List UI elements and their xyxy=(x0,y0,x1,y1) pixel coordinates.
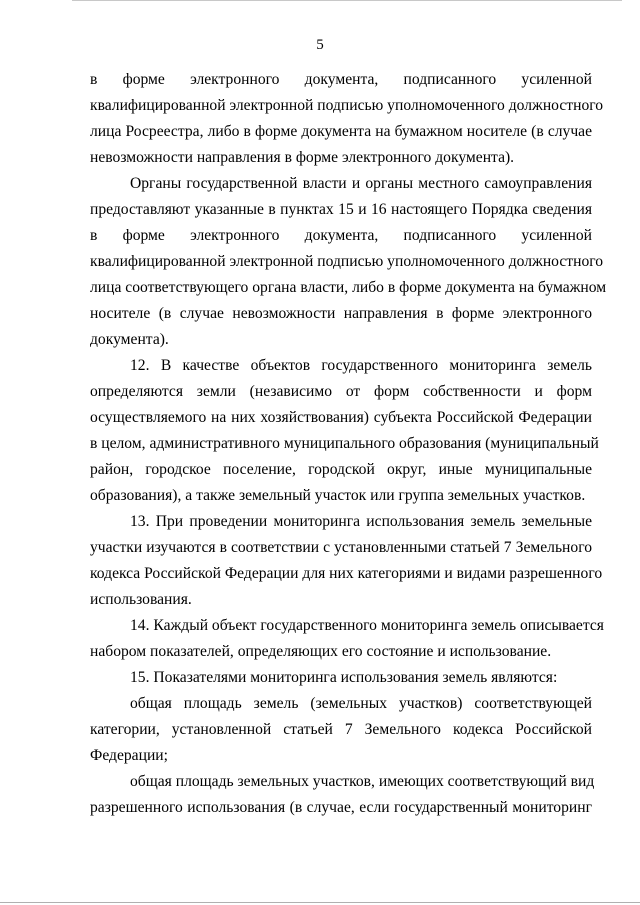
page-number: 5 xyxy=(316,37,324,53)
text-line: использования. xyxy=(90,591,192,608)
text-line: 13. При проведении мониторинга использования земель земельные xyxy=(130,513,592,530)
text-line: участки изучаются в соответствии с установленными статьей 7 Земельного xyxy=(90,539,592,556)
text-line: документа). xyxy=(90,331,169,348)
text-line: определяются земли (независимо от форм собственности и форм xyxy=(90,383,592,400)
top-rule xyxy=(72,0,622,1)
text-line: 14. Каждый объект государственного мониторинга земель описывается xyxy=(130,617,604,634)
text-line: общая площадь земель (земельных участков) соответствующей xyxy=(130,695,592,712)
text-line: образования), а также земельный участок или группа земельных участков. xyxy=(90,487,586,504)
text-line: 15. Показателями мониторинга использования земель являются: xyxy=(130,669,558,686)
text-line: в целом, административного муниципального образования (муниципальный xyxy=(90,435,599,452)
text-line: 12. В качестве объектов государственного мониторинга земель xyxy=(130,357,592,374)
text-line: Органы государственной власти и органы местного самоуправления xyxy=(130,175,592,192)
text-line: разрешенного использования (в случае, если государственный мониторинг xyxy=(90,799,592,816)
bottom-rule xyxy=(0,902,640,903)
text-line: общая площадь земельных участков, имеющих соответствующий вид xyxy=(130,773,595,790)
text-line: невозможности направления в форме электронного документа). xyxy=(90,149,515,166)
text-line: осуществляемого на них хозяйствования) субъекта Российской Федерации xyxy=(90,409,592,426)
text-line: предоставляют указанные в пунктах 15 и 16 настоящего Порядка сведения xyxy=(90,201,592,218)
text-line: квалифицированной электронной подписью уполномоченного должностного xyxy=(90,97,604,114)
text-line: лица Росреестра, либо в форме документа на бумажном носителе (в случае xyxy=(90,123,592,140)
text-line: набором показателей, определяющих его состояние и использование. xyxy=(90,643,552,660)
text-line: квалифицированной электронной подписью уполномоченного должностного xyxy=(90,253,604,270)
text-line: в форме электронного документа, подписанного усиленной xyxy=(90,227,592,244)
text-line: Федерации; xyxy=(90,747,168,764)
text-line: категории, установленной статьей 7 Земельного кодекса Российской xyxy=(90,721,592,738)
text-line: лица соответствующего органа власти, либо в форме документа на бумажном xyxy=(90,279,607,296)
text-line: носителе (в случае невозможности направления в форме электронного xyxy=(90,305,592,322)
text-line: район, городское поселение, городской округ, иные муниципальные xyxy=(90,461,592,478)
text-line: в форме электронного документа, подписанного усиленной xyxy=(90,71,592,88)
text-line: кодекса Российской Федерации для них категориями и видами разрешенного xyxy=(90,565,603,582)
